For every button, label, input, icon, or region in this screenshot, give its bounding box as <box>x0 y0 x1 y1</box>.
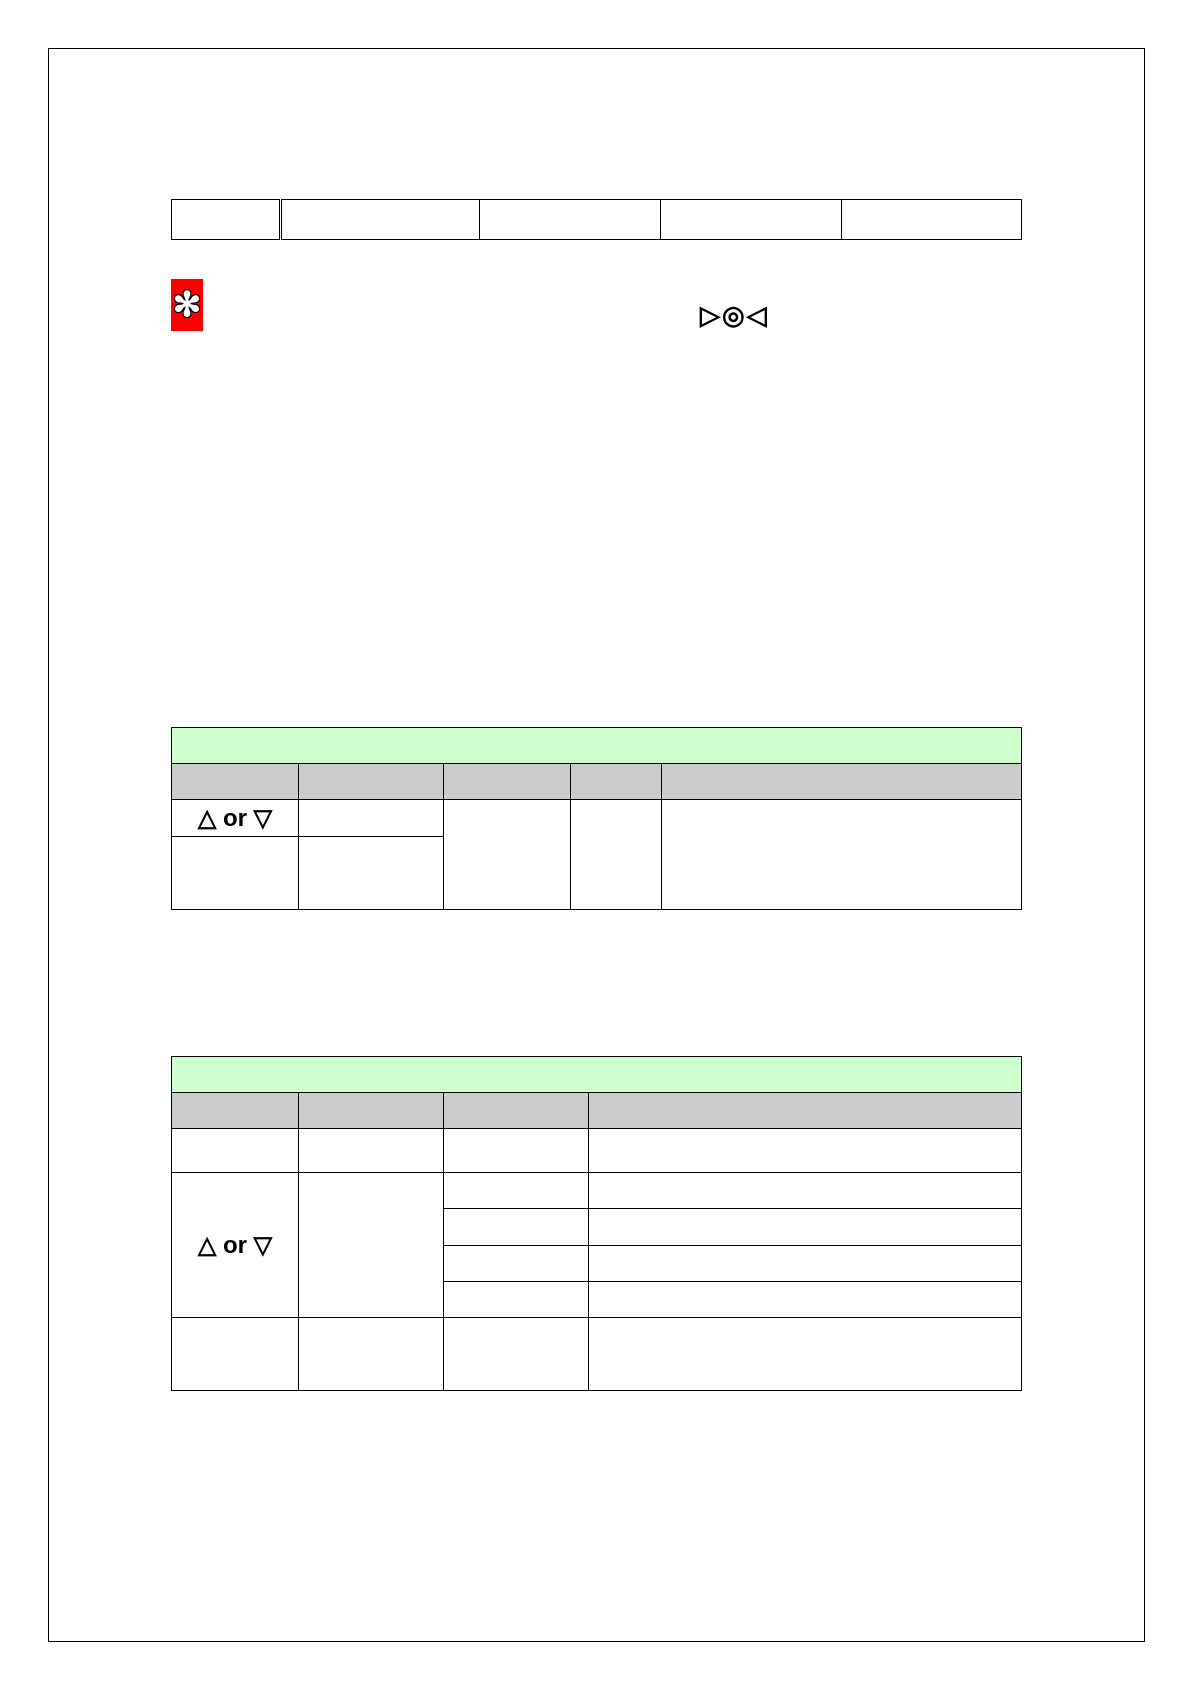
table-cell <box>662 800 1022 910</box>
table-cell <box>299 800 444 837</box>
table-cell <box>299 1129 444 1173</box>
key-symbols: ▷◎◁ <box>700 300 769 330</box>
table-cell <box>444 1173 589 1209</box>
column-header <box>299 1093 444 1129</box>
table-cell <box>444 1129 589 1173</box>
column-header <box>444 764 571 800</box>
table-cell <box>589 1246 1022 1282</box>
table-cell <box>299 1318 444 1391</box>
column-header <box>172 764 299 800</box>
table-banner <box>172 728 1022 764</box>
table-cell <box>444 1246 589 1282</box>
column-header <box>589 1093 1022 1129</box>
up-or-down-key-label: △ or ▽ <box>197 804 273 832</box>
header-cell <box>281 200 480 240</box>
column-header <box>172 1093 299 1129</box>
table-cell <box>172 1129 299 1173</box>
table-cell <box>571 800 662 910</box>
table-cell <box>444 1209 589 1246</box>
table-cell <box>444 1318 589 1391</box>
key-cell <box>172 800 299 837</box>
up-or-down-key-label: △ or ▽ <box>197 1231 273 1259</box>
column-header <box>571 764 662 800</box>
table-cell <box>589 1282 1022 1318</box>
header-cell <box>842 200 1022 240</box>
table-cell <box>299 837 444 910</box>
table-cell <box>589 1173 1022 1209</box>
note-badge <box>171 279 203 331</box>
header-cell <box>172 200 281 240</box>
table-cell <box>172 837 299 910</box>
table-cell <box>589 1318 1022 1391</box>
table-cell <box>444 800 571 910</box>
key-operation-table-1 <box>171 727 1022 910</box>
table-banner <box>172 1057 1022 1093</box>
header-cell <box>661 200 842 240</box>
header-info-table <box>171 199 1022 240</box>
header-cell <box>480 200 661 240</box>
table-cell <box>589 1129 1022 1173</box>
table-cell <box>444 1282 589 1318</box>
asterisk-icon: ✻ <box>172 286 202 324</box>
table-cell <box>172 1318 299 1391</box>
column-header <box>444 1093 589 1129</box>
key-cell <box>172 1173 299 1318</box>
column-header <box>662 764 1022 800</box>
column-header <box>299 764 444 800</box>
table-cell <box>589 1209 1022 1246</box>
key-operation-table-2 <box>171 1056 1022 1391</box>
table-cell <box>299 1173 444 1318</box>
